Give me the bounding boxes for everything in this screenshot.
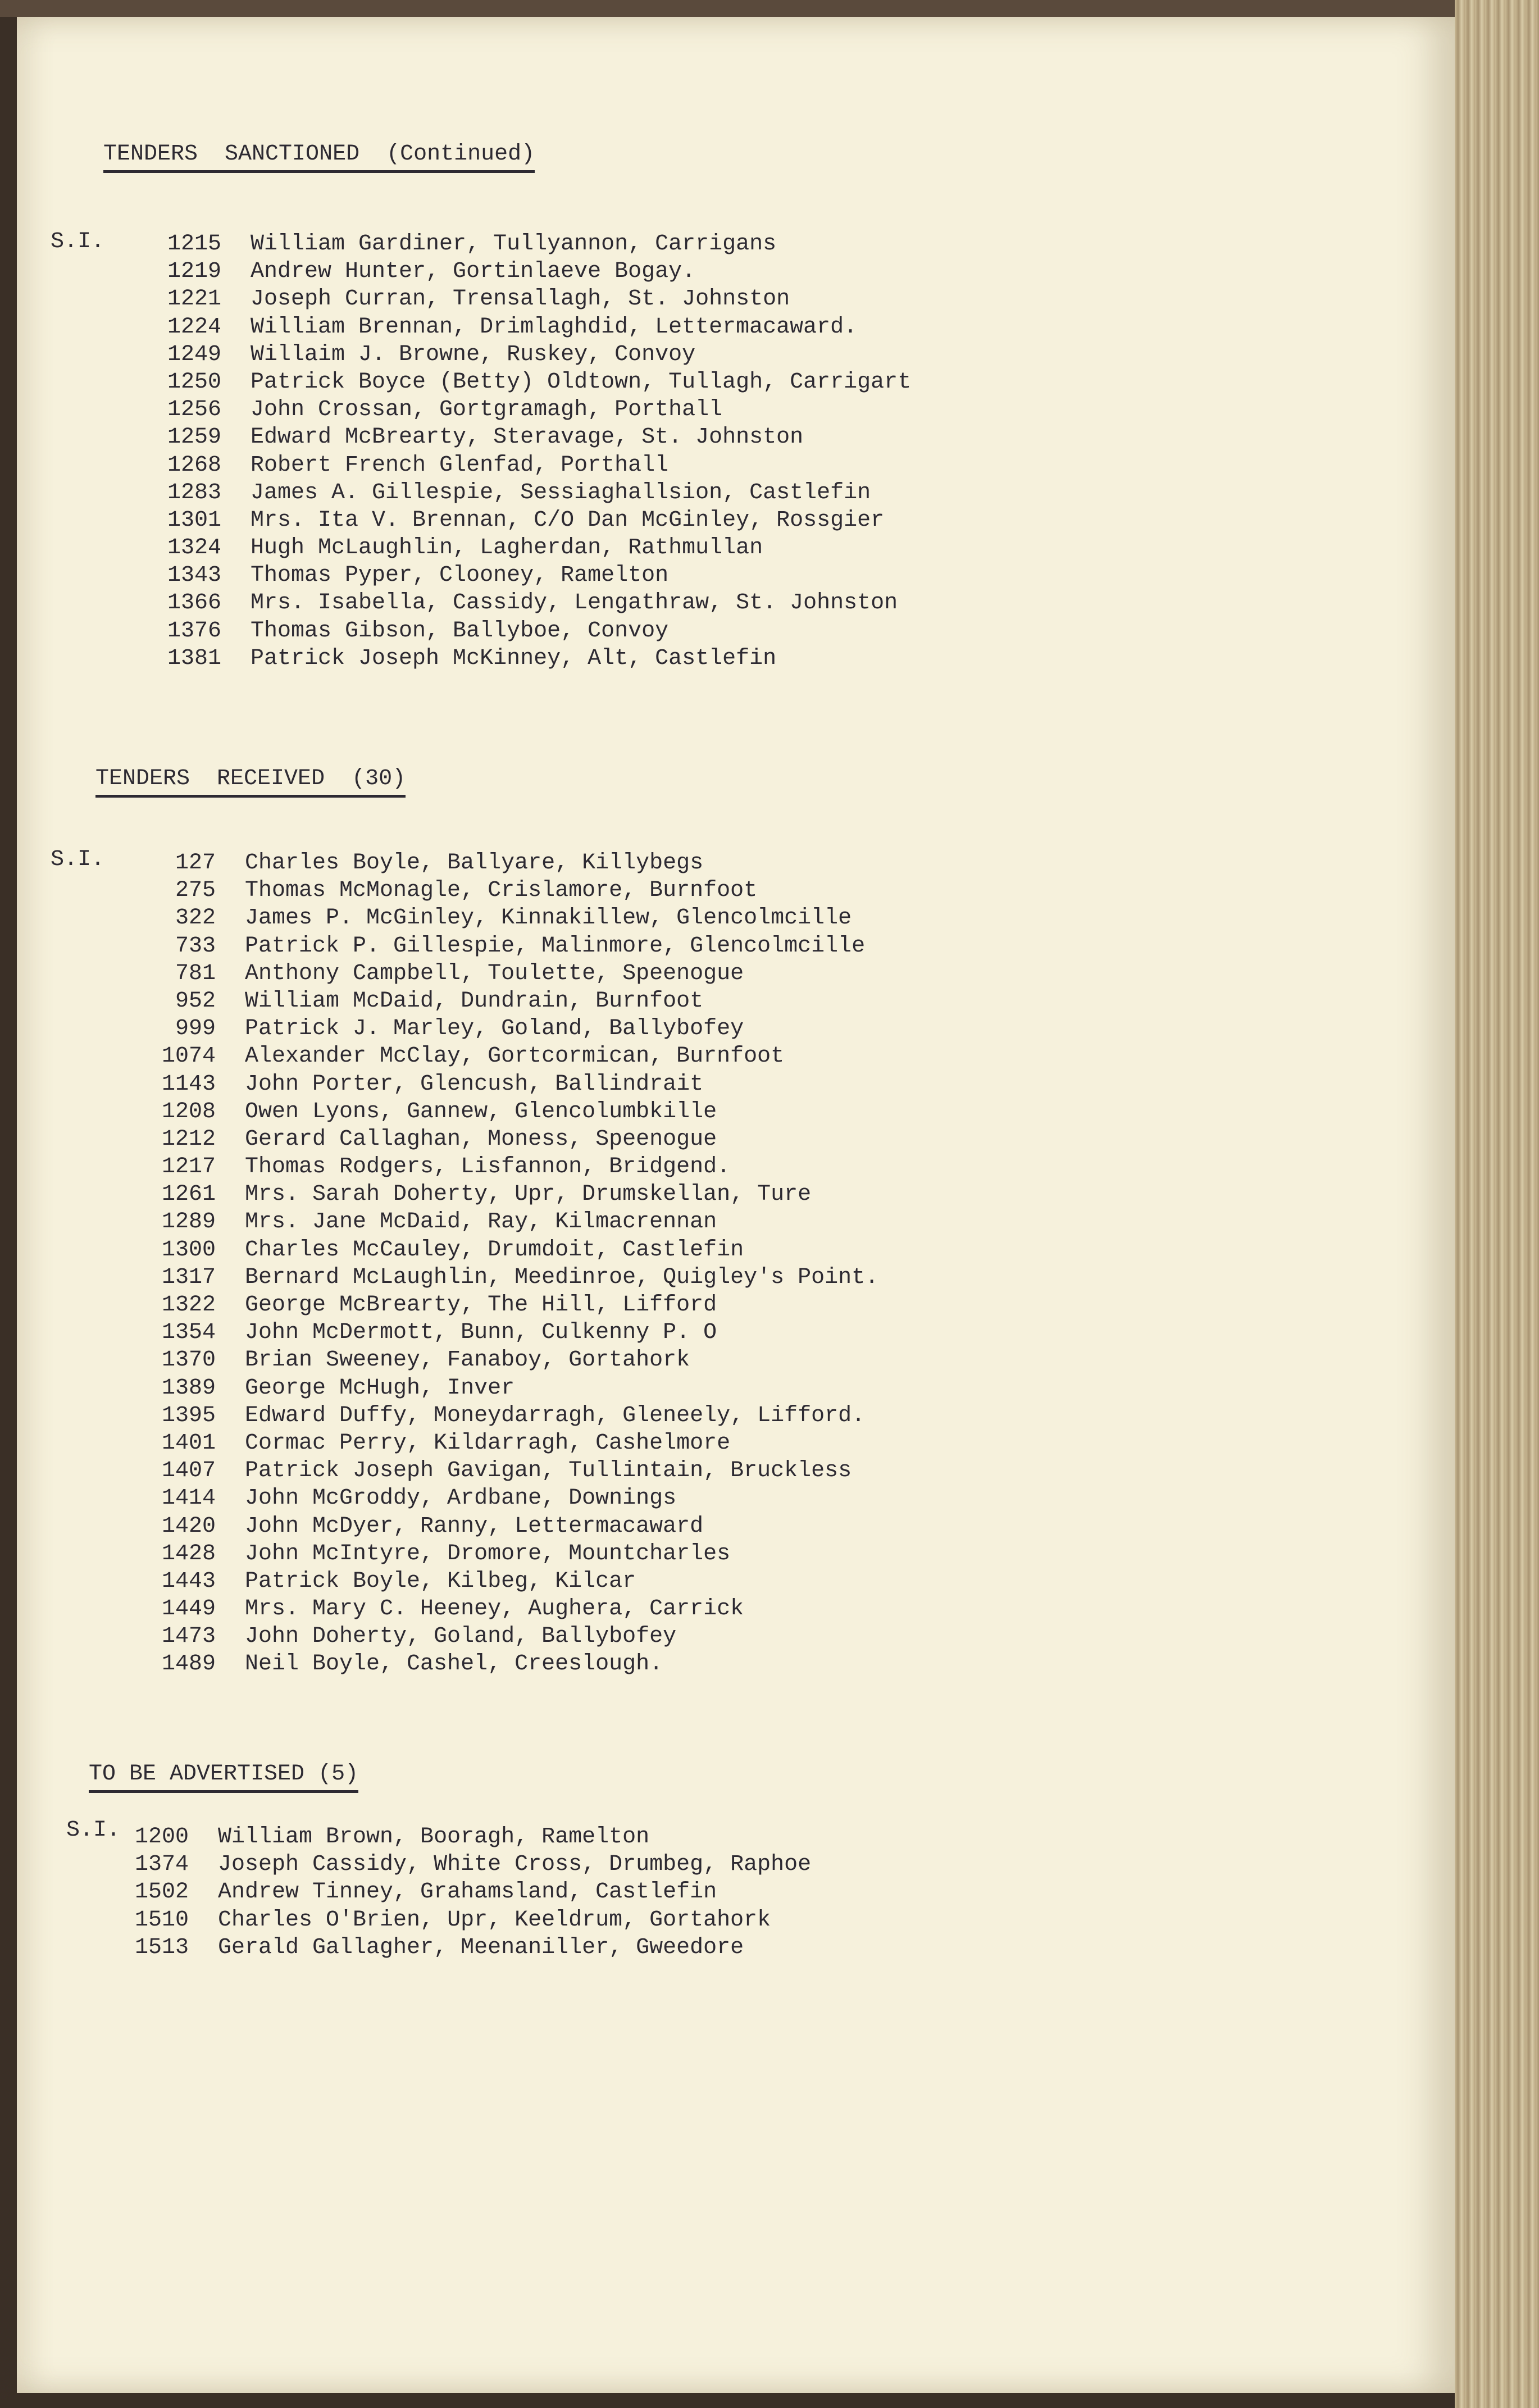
entry-text: John McDermott, Bunn, Culkenny P. O bbox=[245, 1320, 717, 1346]
section-prefix: S.I. bbox=[66, 1818, 121, 1843]
book-page-edges bbox=[1455, 0, 1539, 2408]
entry-number: 1389 bbox=[161, 1375, 216, 1401]
entry-text: George McBrearty, The Hill, Lifford bbox=[245, 1292, 717, 1318]
entry-number: 1256 bbox=[167, 397, 221, 423]
entry-list-advertised bbox=[94, 1824, 811, 1963]
entry-number: 1414 bbox=[161, 1486, 216, 1512]
entry-text: Thomas Pyper, Clooney, Ramelton bbox=[251, 563, 669, 589]
entry-number: 1420 bbox=[161, 1513, 216, 1539]
entry-list-sanctioned bbox=[127, 231, 911, 673]
list-item bbox=[121, 1099, 878, 1127]
entry-text: William Brown, Booragh, Ramelton bbox=[218, 1824, 650, 1850]
entry-number: 1449 bbox=[161, 1596, 216, 1622]
list-item bbox=[121, 1431, 878, 1458]
entry-number: 1354 bbox=[161, 1320, 216, 1346]
entry-number: 1212 bbox=[161, 1126, 216, 1152]
entry-number: 999 bbox=[175, 1016, 216, 1042]
list-item bbox=[121, 1320, 878, 1348]
list-item bbox=[127, 342, 911, 370]
list-item bbox=[121, 1044, 878, 1071]
entry-number: 1401 bbox=[161, 1430, 216, 1456]
entry-number: 1268 bbox=[167, 452, 221, 478]
entry-text: Edward McBrearty, Steravage, St. Johnston bbox=[251, 425, 804, 450]
entry-number: 1381 bbox=[167, 645, 221, 671]
entry-number: 1250 bbox=[167, 369, 221, 395]
list-item bbox=[121, 850, 878, 878]
list-item bbox=[121, 878, 878, 905]
list-item bbox=[121, 1182, 878, 1209]
list-item bbox=[121, 1154, 878, 1182]
entry-number: 1322 bbox=[161, 1292, 216, 1318]
entry-text: Edward Duffy, Moneydarragh, Gleneely, Lifford. bbox=[245, 1403, 866, 1428]
section-prefix: S.I. bbox=[51, 229, 105, 254]
list-item bbox=[121, 1403, 878, 1431]
list-item bbox=[121, 1651, 878, 1679]
list-item bbox=[127, 425, 911, 452]
list-item bbox=[121, 1569, 878, 1596]
list-item bbox=[121, 1209, 878, 1237]
entry-number: 1261 bbox=[161, 1182, 216, 1208]
entry-text: Mrs. Ita V. Brennan, C/O Dan McGinley, Rossgier bbox=[251, 507, 885, 533]
entry-number: 1324 bbox=[167, 535, 221, 561]
entry-number: 1443 bbox=[161, 1568, 216, 1594]
list-item bbox=[121, 1376, 878, 1403]
entry-number: 1366 bbox=[167, 590, 221, 616]
entry-text: Mrs. Sarah Doherty, Upr, Drumskellan, Ture bbox=[245, 1182, 812, 1208]
entry-text: Willaim J. Browne, Ruskey, Convoy bbox=[251, 342, 696, 367]
entry-text: Hugh McLaughlin, Lagherdan, Rathmullan bbox=[251, 535, 763, 561]
section-title-received: TENDERS RECEIVED (30) bbox=[95, 766, 406, 798]
entry-number: 1473 bbox=[161, 1624, 216, 1650]
entry-number: 1224 bbox=[167, 314, 221, 340]
list-item bbox=[121, 1458, 878, 1486]
entry-text: John Crossan, Gortgramagh, Porthall bbox=[251, 397, 723, 423]
list-item bbox=[127, 286, 911, 314]
list-item bbox=[127, 453, 911, 480]
entry-text: Patrick Joseph Gavigan, Tullintain, Bruckless bbox=[245, 1458, 852, 1484]
entry-text: Patrick Boyce (Betty) Oldtown, Tullagh, Carrigart bbox=[251, 369, 912, 395]
list-item bbox=[127, 315, 911, 342]
list-item bbox=[121, 1265, 878, 1292]
entry-text: Patrick P. Gillespie, Malinmore, Glencolmcille bbox=[245, 933, 866, 959]
list-item bbox=[127, 397, 911, 425]
list-item bbox=[121, 1072, 878, 1099]
entry-text: Patrick Boyle, Kilbeg, Kilcar bbox=[245, 1568, 636, 1594]
entry-text: Neil Boyle, Cashel, Creeslough. bbox=[245, 1651, 663, 1677]
entry-number: 1301 bbox=[167, 507, 221, 533]
list-item bbox=[127, 563, 911, 590]
entry-text: Charles O'Brien, Upr, Keeldrum, Gortahork bbox=[218, 1907, 771, 1933]
entry-text: Mrs. Jane McDaid, Ray, Kilmacrennan bbox=[245, 1209, 717, 1235]
entry-number: 1221 bbox=[167, 286, 221, 312]
entry-text: Patrick J. Marley, Goland, Ballybofey bbox=[245, 1016, 744, 1042]
entry-number: 1370 bbox=[161, 1348, 216, 1373]
list-item bbox=[121, 1016, 878, 1044]
top-shadow bbox=[0, 0, 1539, 17]
list-item bbox=[94, 1852, 811, 1879]
list-item bbox=[121, 905, 878, 933]
entry-number: 1374 bbox=[134, 1852, 189, 1878]
entry-text: John McGroddy, Ardbane, Downings bbox=[245, 1486, 677, 1512]
entry-number: 1215 bbox=[167, 231, 221, 257]
entry-number: 1510 bbox=[134, 1907, 189, 1933]
list-item bbox=[121, 1624, 878, 1651]
list-item bbox=[94, 1879, 811, 1907]
list-item bbox=[121, 1486, 878, 1513]
entry-text: Anthony Campbell, Toulette, Speenogue bbox=[245, 961, 744, 986]
list-item bbox=[127, 646, 911, 673]
entry-text: James P. McGinley, Kinnakillew, Glencolmcille bbox=[245, 905, 852, 931]
entry-text: Cormac Perry, Kildarragh, Cashelmore bbox=[245, 1430, 731, 1456]
entry-number: 1502 bbox=[134, 1879, 189, 1905]
list-item bbox=[121, 1514, 878, 1541]
entry-text: Bernard McLaughlin, Meedinroe, Quigley's Point. bbox=[245, 1264, 879, 1290]
entry-text: Robert French Glenfad, Porthall bbox=[251, 452, 669, 478]
list-item bbox=[127, 259, 911, 286]
list-item bbox=[127, 231, 911, 259]
entry-text: James A. Gillespie, Sessiaghallsion, Castlefin bbox=[251, 480, 871, 506]
entry-text: William McDaid, Dundrain, Burnfoot bbox=[245, 988, 704, 1014]
entry-number: 1217 bbox=[161, 1154, 216, 1180]
section-prefix: S.I. bbox=[51, 847, 105, 872]
list-item bbox=[121, 1127, 878, 1154]
entry-text: John McDyer, Ranny, Lettermacaward bbox=[245, 1513, 704, 1539]
entry-number: 952 bbox=[175, 988, 216, 1014]
list-item bbox=[127, 535, 911, 563]
entry-text: Andrew Tinney, Grahamsland, Castlefin bbox=[218, 1879, 717, 1905]
entry-number: 781 bbox=[175, 961, 216, 986]
list-item bbox=[94, 1908, 811, 1935]
entry-number: 322 bbox=[175, 905, 216, 931]
entry-number: 1259 bbox=[167, 425, 221, 450]
list-item bbox=[121, 1596, 878, 1624]
entry-number: 1289 bbox=[161, 1209, 216, 1235]
entry-number: 1395 bbox=[161, 1403, 216, 1428]
list-item bbox=[121, 961, 878, 989]
entry-text: Mrs. Isabella, Cassidy, Lengathraw, St. Johnston bbox=[251, 590, 898, 616]
section-title-advertised: TO BE ADVERTISED (5) bbox=[89, 1761, 358, 1793]
entry-text: Patrick Joseph McKinney, Alt, Castlefin bbox=[251, 645, 777, 671]
entry-text: Thomas McMonagle, Crislamore, Burnfoot bbox=[245, 878, 758, 904]
entry-list-received bbox=[121, 850, 878, 1679]
list-item bbox=[121, 1541, 878, 1569]
entry-text: George McHugh, Inver bbox=[245, 1375, 515, 1401]
entry-text: William Gardiner, Tullyannon, Carrigans bbox=[251, 231, 777, 257]
document-page bbox=[17, 17, 1455, 2393]
list-item bbox=[127, 370, 911, 397]
entry-text: Andrew Hunter, Gortinlaeve Bogay. bbox=[251, 259, 696, 285]
list-item bbox=[121, 1348, 878, 1375]
list-item bbox=[94, 1935, 811, 1963]
list-item bbox=[127, 590, 911, 618]
entry-text: John Porter, Glencush, Ballindrait bbox=[245, 1071, 704, 1097]
entry-number: 1208 bbox=[161, 1099, 216, 1125]
list-item bbox=[127, 480, 911, 508]
entry-number: 275 bbox=[175, 878, 216, 904]
entry-text: Brian Sweeney, Fanaboy, Gortahork bbox=[245, 1348, 690, 1373]
entry-text: Owen Lyons, Gannew, Glencolumbkille bbox=[245, 1099, 717, 1125]
section-title-sanctioned: TENDERS SANCTIONED (Continued) bbox=[103, 142, 535, 173]
list-item bbox=[121, 1237, 878, 1265]
list-item bbox=[94, 1824, 811, 1852]
entry-text: Joseph Curran, Trensallagh, St. Johnston bbox=[251, 286, 790, 312]
entry-number: 1300 bbox=[161, 1237, 216, 1263]
entry-number: 1074 bbox=[161, 1044, 216, 1069]
entry-number: 1283 bbox=[167, 480, 221, 506]
list-item bbox=[121, 934, 878, 961]
entry-text: John Doherty, Goland, Ballybofey bbox=[245, 1624, 677, 1650]
entry-text: Mrs. Mary C. Heeney, Aughera, Carrick bbox=[245, 1596, 744, 1622]
list-item bbox=[127, 508, 911, 535]
entry-text: Charles Boyle, Ballyare, Killybegs bbox=[245, 850, 704, 876]
list-item bbox=[121, 989, 878, 1016]
entry-text: Thomas Rodgers, Lisfannon, Bridgend. bbox=[245, 1154, 731, 1180]
entry-text: Joseph Cassidy, White Cross, Drumbeg, Raphoe bbox=[218, 1852, 812, 1878]
entry-number: 1219 bbox=[167, 259, 221, 285]
entry-number: 1489 bbox=[161, 1651, 216, 1677]
entry-number: 1376 bbox=[167, 618, 221, 644]
entry-number: 1513 bbox=[134, 1934, 189, 1960]
entry-text: Thomas Gibson, Ballyboe, Convoy bbox=[251, 618, 669, 644]
entry-text: Gerard Callaghan, Moness, Speenogue bbox=[245, 1126, 717, 1152]
entry-number: 1317 bbox=[161, 1264, 216, 1290]
entry-text: Gerald Gallagher, Meenaniller, Gweedore bbox=[218, 1934, 744, 1960]
entry-number: 127 bbox=[175, 850, 216, 876]
entry-text: Alexander McClay, Gortcormican, Burnfoot bbox=[245, 1044, 785, 1069]
entry-number: 1343 bbox=[167, 563, 221, 589]
list-item bbox=[121, 1292, 878, 1320]
entry-number: 733 bbox=[175, 933, 216, 959]
entry-number: 1407 bbox=[161, 1458, 216, 1484]
entry-text: John McIntyre, Dromore, Mountcharles bbox=[245, 1541, 731, 1567]
entry-number: 1200 bbox=[134, 1824, 189, 1850]
entry-text: Charles McCauley, Drumdoit, Castlefin bbox=[245, 1237, 744, 1263]
entry-number: 1143 bbox=[161, 1071, 216, 1097]
entry-text: William Brennan, Drimlaghdid, Lettermacaward. bbox=[251, 314, 858, 340]
entry-number: 1249 bbox=[167, 342, 221, 367]
list-item bbox=[127, 618, 911, 646]
entry-number: 1428 bbox=[161, 1541, 216, 1567]
